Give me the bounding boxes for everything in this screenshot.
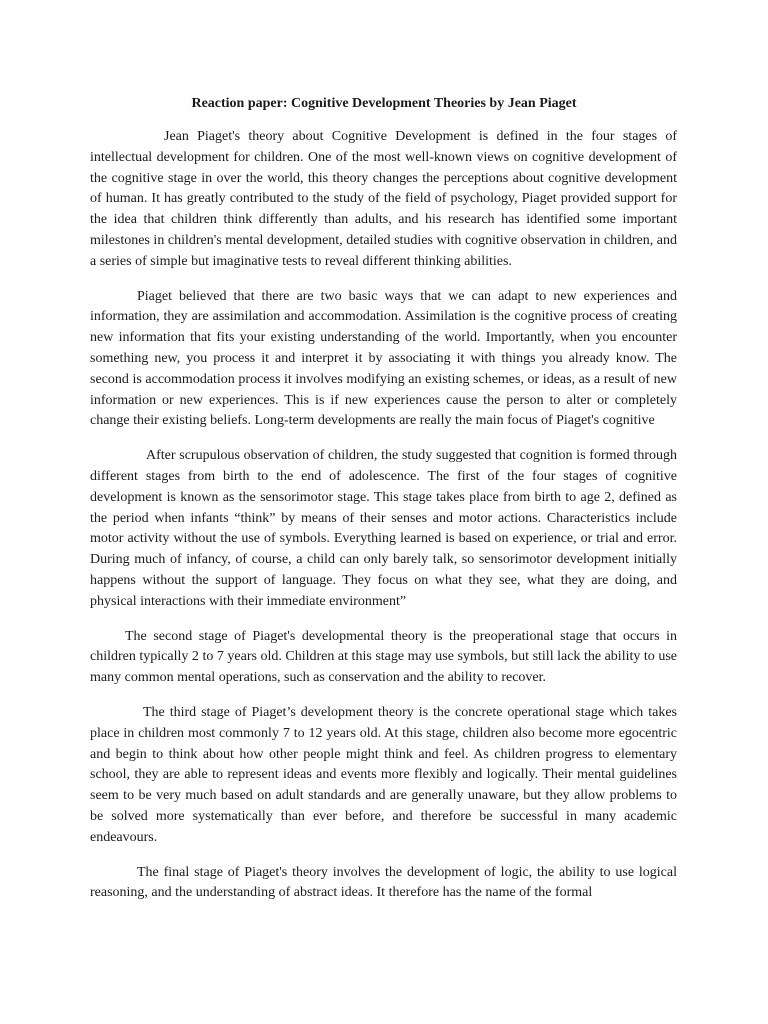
- paragraph-sensorimotor-stage: After scrupulous observation of children, the study suggested that cognition is formed through different stages from birth to the end of adolescence. The first of the four stages of cognitive development is known as the sensorimotor stage. This stage takes place from birth to age 2, defined as the period when infants “think” by means of their senses and motor actions. Characteristics include motor activity without the use of symbols. Everything learned is based on experience, or trial and error. During much of infancy, of course, a child can only barely talk, so sensorimotor development initially happens without the support of language. They focus on what they see, what they are doing, and physical interactions with their immediate environment”: [90, 448, 677, 609]
- paragraph-concrete-operational-stage: The third stage of Piaget’s development theory is the concrete operational stage which takes place in children most commonly 7 to 12 years old. At this stage, children also become more egocentric and begin to think about how other people might think and feel. As children progress to elementary school, they are able to represent ideas and events more flexibly and logically. Their mental guidelines seem to be very much based on adult standards and are generally unaware, but they allow problems to be solved more systematically than ever before, and therefore be successful in many academic endeavours.: [90, 704, 677, 845]
- paragraph-formal-operational-stage: The final stage of Piaget's theory involves the development of logic, the ability to use logical reasoning, and the understanding of abstract ideas. It therefore has the name of the formal: [90, 864, 677, 901]
- paragraph-preoperational-stage: The second stage of Piaget's developmental theory is the preoperational stage that occurs in children typically 2 to 7 years old. Children at this stage may use symbols, but still lack the ability to use many common mental operations, such as conservation and the ability to recover.: [90, 628, 677, 686]
- paragraph-intro: Jean Piaget's theory about Cognitive Development is defined in the four stages of intellectual development for children. One of the most well-known views on cognitive development of the cognitive stage in over the world, this theory changes the perceptions about cognitive development of human. It has greatly contributed to the study of the field of psychology, Piaget provided support for the idea that children think differently than adults, and his research has identified some important milestones in children's mental development, detailed studies with cognitive observation in children, and a series of simple but imaginative tests to reveal different thinking abilities.: [90, 129, 677, 269]
- document-body: [90, 127, 677, 918]
- document-title: Reaction paper: Cognitive Development Theories by Jean Piaget: [191, 96, 577, 111]
- paragraph-assimilation-accommodation: Piaget believed that there are two basic ways that we can adapt to new experiences and information, they are assimilation and accommodation. Assimilation is the cognitive process of creating new information that fits your existing understanding of the world. Importantly, when you encounter something new, you process it and interpret it by associating it with things you already know. The second is accommodation process it involves modifying an existing schemes, or ideas, as a result of new information or new experiences. This is if new experiences cause the person to alter or completely change their existing beliefs. Long-term developments are really the main focus of Piaget's cognitive: [90, 288, 677, 429]
